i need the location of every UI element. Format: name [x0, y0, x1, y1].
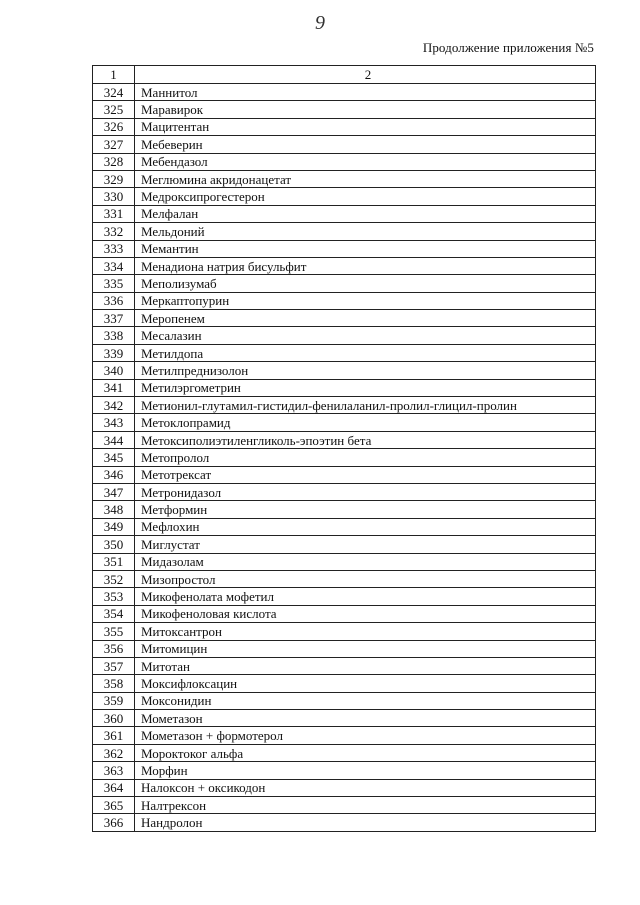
- table-row: [93, 483, 596, 500]
- table-row: [93, 501, 596, 518]
- drug-name-cell: Месалазин: [135, 327, 596, 344]
- drug-name-cell: Метоксиполиэтиленгликоль-эпоэтин бета: [135, 431, 596, 448]
- table-row: [93, 797, 596, 814]
- row-number-cell: 338: [93, 327, 135, 344]
- row-number-cell: 337: [93, 310, 135, 327]
- row-number-cell: 334: [93, 257, 135, 274]
- drug-name-cell: Мефлохин: [135, 518, 596, 535]
- table-row: [93, 431, 596, 448]
- table-row: [93, 257, 596, 274]
- table-row: [93, 710, 596, 727]
- row-number-cell: 324: [93, 84, 135, 101]
- row-number-cell: 342: [93, 397, 135, 414]
- drug-name-cell: Моксифлоксацин: [135, 675, 596, 692]
- row-number-cell: 348: [93, 501, 135, 518]
- table-row: [93, 136, 596, 153]
- row-number-cell: 330: [93, 188, 135, 205]
- drug-name-cell: Метформин: [135, 501, 596, 518]
- table-row: [93, 466, 596, 483]
- drug-name-cell: Метопролол: [135, 449, 596, 466]
- table-row: [93, 414, 596, 431]
- drug-name-cell: Налтрексон: [135, 797, 596, 814]
- row-number-cell: 350: [93, 536, 135, 553]
- drug-name-cell: Мебеверин: [135, 136, 596, 153]
- row-number-cell: 335: [93, 275, 135, 292]
- row-number-cell: 361: [93, 727, 135, 744]
- drug-name-cell: Меглюмина акридонацетат: [135, 170, 596, 187]
- table-row: [93, 553, 596, 570]
- row-number-cell: 353: [93, 588, 135, 605]
- column-header-name: 2: [135, 66, 596, 84]
- table-row: [93, 240, 596, 257]
- drug-name-cell: Меропенем: [135, 310, 596, 327]
- row-number-cell: 329: [93, 170, 135, 187]
- table-row: [93, 570, 596, 587]
- drug-name-cell: Морфин: [135, 762, 596, 779]
- row-number-cell: 325: [93, 101, 135, 118]
- appendix-continuation-note: Продолжение приложения №5: [422, 40, 594, 55]
- row-number-cell: 357: [93, 657, 135, 674]
- table-row: [93, 84, 596, 101]
- drug-name-cell: Метилэргометрин: [135, 379, 596, 396]
- table-row: [93, 397, 596, 414]
- table-row: [93, 692, 596, 709]
- drug-name-cell: Меркаптопурин: [135, 292, 596, 309]
- table-row: [93, 153, 596, 170]
- table-row: [93, 362, 596, 379]
- drug-name-cell: Митотан: [135, 657, 596, 674]
- drug-name-cell: Метронидазол: [135, 483, 596, 500]
- drug-name-cell: Метилпреднизолон: [135, 362, 596, 379]
- row-number-cell: 339: [93, 344, 135, 361]
- table-row: [93, 292, 596, 309]
- column-header-number: 1: [93, 66, 135, 84]
- table-row: [93, 344, 596, 361]
- table-row: [93, 118, 596, 135]
- drug-name-cell: Меполизумаб: [135, 275, 596, 292]
- drug-name-cell: Митоксантрон: [135, 623, 596, 640]
- table-row: [93, 518, 596, 535]
- drug-name-cell: Мороктоког альфа: [135, 744, 596, 761]
- table-row: [93, 379, 596, 396]
- table-row: [93, 205, 596, 222]
- row-number-cell: 328: [93, 153, 135, 170]
- table-row: [93, 744, 596, 761]
- table-row: [93, 727, 596, 744]
- drug-name-cell: Мизопростол: [135, 570, 596, 587]
- table-row: [93, 762, 596, 779]
- drug-name-cell: Миглустат: [135, 536, 596, 553]
- drug-name-cell: Маннитол: [135, 84, 596, 101]
- table-row: [93, 605, 596, 622]
- drug-name-cell: Метионил-глутамил-гистидил-фенилаланил-пролил-глицил-пролин: [135, 397, 596, 414]
- drug-name-cell: Метилдопа: [135, 344, 596, 361]
- table-row: [93, 779, 596, 796]
- row-number-cell: 346: [93, 466, 135, 483]
- drug-name-cell: Метотрексат: [135, 466, 596, 483]
- table-row: [93, 814, 596, 831]
- row-number-cell: 332: [93, 223, 135, 240]
- drug-name-cell: Мометазон + формотерол: [135, 727, 596, 744]
- row-number-cell: 345: [93, 449, 135, 466]
- drug-name-cell: Микофенолата мофетил: [135, 588, 596, 605]
- table-row: [93, 223, 596, 240]
- row-number-cell: 340: [93, 362, 135, 379]
- table-row: [93, 327, 596, 344]
- table-row: [93, 623, 596, 640]
- drug-name-cell: Метоклопрамид: [135, 414, 596, 431]
- drug-name-cell: Микофеноловая кислота: [135, 605, 596, 622]
- row-number-cell: 358: [93, 675, 135, 692]
- row-number-cell: 343: [93, 414, 135, 431]
- table-header-row: [93, 66, 596, 84]
- row-number-cell: 359: [93, 692, 135, 709]
- row-number-cell: 336: [93, 292, 135, 309]
- row-number-cell: 341: [93, 379, 135, 396]
- drug-name-cell: Мометазон: [135, 710, 596, 727]
- table-row: [93, 640, 596, 657]
- drug-name-cell: Моксонидин: [135, 692, 596, 709]
- row-number-cell: 347: [93, 483, 135, 500]
- row-number-cell: 355: [93, 623, 135, 640]
- table-row: [93, 449, 596, 466]
- drug-name-cell: Нандролон: [135, 814, 596, 831]
- row-number-cell: 362: [93, 744, 135, 761]
- table-row: [93, 310, 596, 327]
- drug-list-table: [92, 65, 596, 832]
- row-number-cell: 331: [93, 205, 135, 222]
- row-number-cell: 349: [93, 518, 135, 535]
- table-row: [93, 275, 596, 292]
- table-row: [93, 170, 596, 187]
- row-number-cell: 352: [93, 570, 135, 587]
- drug-name-cell: Налоксон + оксикодон: [135, 779, 596, 796]
- drug-name-cell: Митомицин: [135, 640, 596, 657]
- drug-name-cell: Менадиона натрия бисульфит: [135, 257, 596, 274]
- table-row: [93, 188, 596, 205]
- row-number-cell: 344: [93, 431, 135, 448]
- row-number-cell: 354: [93, 605, 135, 622]
- row-number-cell: 351: [93, 553, 135, 570]
- row-number-cell: 364: [93, 779, 135, 796]
- drug-name-cell: Маравирок: [135, 101, 596, 118]
- row-number-cell: 363: [93, 762, 135, 779]
- row-number-cell: 326: [93, 118, 135, 135]
- page-number: 9: [315, 12, 325, 34]
- drug-name-cell: Мельдоний: [135, 223, 596, 240]
- drug-name-cell: Мелфалан: [135, 205, 596, 222]
- row-number-cell: 366: [93, 814, 135, 831]
- table-row: [93, 657, 596, 674]
- drug-name-cell: Мидазолам: [135, 553, 596, 570]
- row-number-cell: 333: [93, 240, 135, 257]
- table-row: [93, 675, 596, 692]
- drug-name-cell: Мемантин: [135, 240, 596, 257]
- row-number-cell: 356: [93, 640, 135, 657]
- table-row: [93, 101, 596, 118]
- drug-name-cell: Медроксипрогестерон: [135, 188, 596, 205]
- row-number-cell: 360: [93, 710, 135, 727]
- drug-name-cell: Мебендазол: [135, 153, 596, 170]
- drug-name-cell: Мацитентан: [135, 118, 596, 135]
- table-row: [93, 536, 596, 553]
- table-row: [93, 588, 596, 605]
- row-number-cell: 365: [93, 797, 135, 814]
- row-number-cell: 327: [93, 136, 135, 153]
